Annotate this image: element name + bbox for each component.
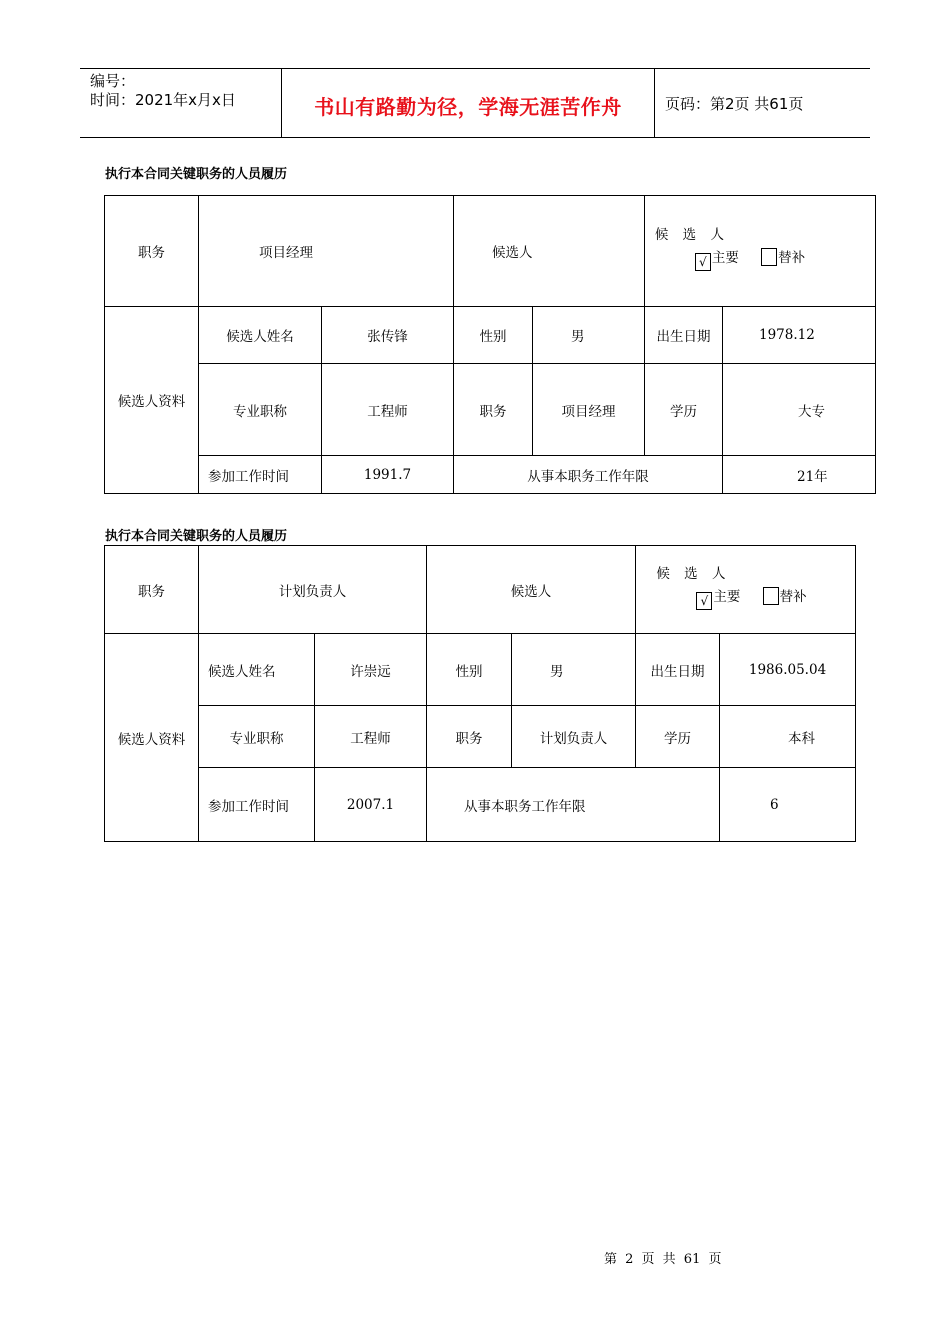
gender-value: 男 (533, 307, 645, 364)
page-header (80, 68, 870, 138)
post-label: 职务 (105, 546, 199, 634)
candidate-type-cell (636, 546, 856, 634)
years-label: 从事本职务工作年限 (454, 456, 723, 494)
substitute-label: 替补 (778, 250, 806, 266)
document-date: 时间：2021年x月x日 (90, 91, 236, 109)
substitute-checkbox[interactable] (763, 587, 779, 605)
years-label: 从事本职务工作年限 (427, 768, 720, 842)
section-title: 执行本合同关键职务的人员履历 (105, 529, 288, 544)
substitute-checkbox[interactable] (761, 248, 777, 266)
resume-table (104, 195, 876, 494)
info-label: 候选人资料 (105, 307, 199, 494)
post-value: 计划负责人 (199, 546, 427, 634)
birth-value: 1978.12 (723, 307, 876, 364)
edu-label: 学历 (636, 706, 720, 768)
post-value: 项目经理 (199, 196, 454, 307)
gender-label: 性别 (454, 307, 533, 364)
work-start-value: 1991.7 (322, 456, 454, 494)
edu-value: 本科 (720, 706, 856, 768)
years-value: 21年 (723, 456, 876, 494)
candidate-label: 候选人 (454, 196, 645, 307)
name-label: 候选人姓名 (199, 307, 322, 364)
primary-label: 主要 (713, 588, 741, 605)
birth-label: 出生日期 (636, 634, 720, 706)
candidate-type-title: 候 选 人 (656, 565, 731, 582)
name-label: 候选人姓名 (199, 634, 315, 706)
years-value: 6 (720, 768, 856, 842)
substitute-label: 替补 (779, 588, 807, 605)
prof-title-value: 工程师 (322, 364, 454, 456)
info-label: 候选人资料 (105, 634, 199, 842)
page-footer: 第 2 页 共 61 页 (604, 1252, 722, 1267)
duty-value: 计划负责人 (512, 706, 636, 768)
prof-title-label: 专业职称 (199, 364, 322, 456)
candidate-type-title: 候 选 人 (654, 227, 729, 243)
candidate-type-cell (645, 196, 876, 307)
post-label: 职务 (105, 196, 199, 307)
birth-label: 出生日期 (645, 307, 723, 364)
edu-value: 大专 (723, 364, 876, 456)
header-meta (90, 72, 236, 110)
document-number-label: 编号： (90, 72, 136, 90)
header-page-info: 页码：第2页 共61页 (665, 95, 804, 113)
primary-checkbox[interactable]: √ (696, 592, 712, 610)
duty-value: 项目经理 (533, 364, 645, 456)
name-value: 张传锋 (322, 307, 454, 364)
prof-title-value: 工程师 (315, 706, 427, 768)
gender-label: 性别 (427, 634, 512, 706)
name-value: 许崇远 (315, 634, 427, 706)
section-title: 执行本合同关键职务的人员履历 (105, 167, 288, 182)
resume-table (104, 545, 856, 842)
primary-label: 主要 (711, 250, 739, 266)
work-start-label: 参加工作时间 (199, 456, 322, 494)
primary-checkbox[interactable]: √ (695, 253, 711, 271)
edu-label: 学历 (645, 364, 723, 456)
prof-title-label: 专业职称 (199, 706, 315, 768)
header-motto: 书山有路勤为径，学海无涯苦作舟 (314, 95, 622, 119)
duty-label: 职务 (427, 706, 512, 768)
candidate-label: 候选人 (427, 546, 636, 634)
duty-label: 职务 (454, 364, 533, 456)
birth-value: 1986.05.04 (720, 634, 856, 706)
work-start-value: 2007.1 (315, 768, 427, 842)
gender-value: 男 (512, 634, 636, 706)
work-start-label: 参加工作时间 (199, 768, 315, 842)
header-divider (654, 69, 655, 137)
